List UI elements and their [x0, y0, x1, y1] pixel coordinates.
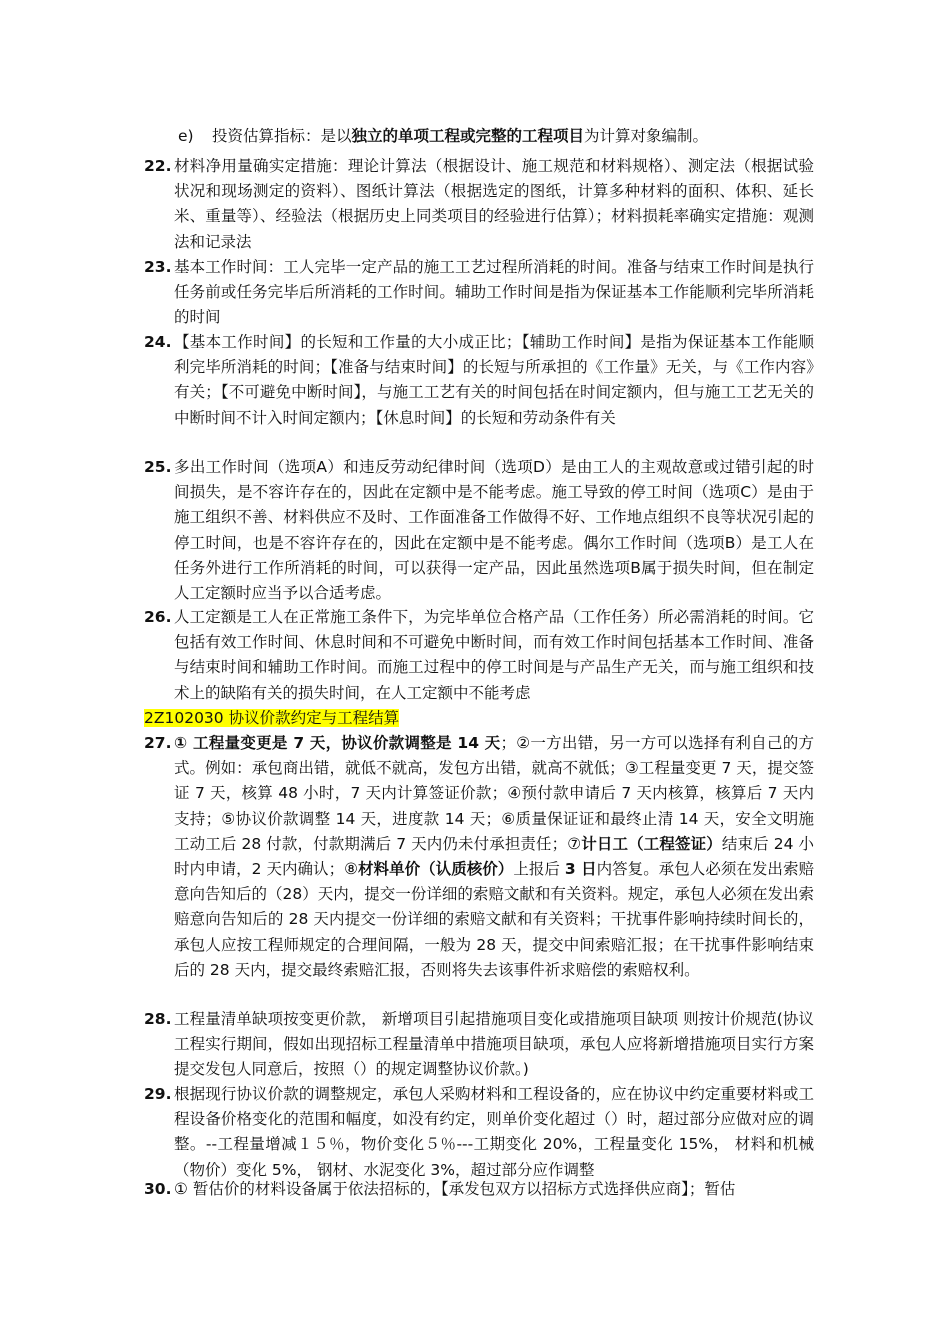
item-text: 材料净用量确实定措施：理论计算法（根据设计、施工规范和材料规格）、测定法（根据试验状况和现场测定的资料）、图纸计算法（根据选定的图纸，计算多种材料的面积、体积、延长米、重量等）、经验法（根据历史上同类项目的经验进行估算）；材料损耗率确实定措施：观测法和记录法 [174, 157, 814, 251]
list-item-24 [144, 330, 814, 431]
item-text: 工程量清单缺项按变更价款， 新增项目引起措施项目变化或措施项目缺项 则按计价规范(协议工程实行期间，假如出现招标工程量清单中措施项目缺项，承包人应将新增措施项目实行方案提交发包人同意后，按照（）的规定调整协议价款。) [174, 1010, 814, 1079]
item-number: 24. [144, 333, 172, 351]
list-item-22 [144, 154, 814, 255]
list-item-27 [144, 731, 814, 983]
sub-item-text-2: 为计算对象编制。 [584, 127, 709, 145]
item-text [174, 731, 814, 983]
item-number: 26. [144, 608, 172, 626]
item-number: 29. [144, 1085, 172, 1103]
list-item-26 [144, 605, 814, 706]
item-text: 多出工作时间（选项A）和违反劳动纪律时间（选项D）是由工人的主观故意或过错引起的时间损失，是不容许存在的，因此在定额中是不能考虑。施工导致的停工时间（选项C）是由于施工组织不善、材料供应不及时、工作面准备工作做得不好、工作地点组织不良等状况引起的停工时间，也是不容许存在的，因此在定额中是不能考虑。偶尔工作时间（选项B）是工人在任务外进行工作所消耗的时间，可以获得一定产品，因此虽然选项B属于损失时间，但在制定人工定额时应当予以合适考虑。 [174, 458, 814, 603]
item-number: 28. [144, 1010, 172, 1028]
sub-item-bold-text: 独立的单项工程或完整的工程项目 [351, 127, 585, 145]
item-text-part: ；②一方出错，另一方可以选择有利自己的方式。例如：承包商出错，就低不就高，发包方出错，就高不就低；③工程量变更 7 天，提交签证 7 天，核算 48 小时，7 天内计算签证价款；④预付款申请后 7 天内核算，核算后 7 天内支持；⑤协议价款调整 14 天，进度款 14 天；⑥质量保证证和最终止清 14 天，安全文明施工动工后 28 付款，付款期满后 7 天内仍未付承担责任；⑦ [174, 734, 814, 853]
list-item-25 [144, 455, 814, 606]
section-heading-text: 2Z102030 协议价款约定与工程结算 [144, 709, 400, 727]
item-text: ① 暂估价的材料设备属于依法招标的，【承发包双方以招标方式选择供应商】；暂估 [174, 1180, 736, 1198]
item-text-part: 上报后 [513, 860, 565, 879]
item-text: 根据现行协议价款的调整规定，承包人采购材料和工程设备的，应在协议中约定重要材料或工程设备价格变化的范围和幅度，如没有约定，则单价变化超过（）时，超过部分应做对应的调整。--工程量增减１５％，物价变化５％---工期变化 20%，工程量变化 15%， 材料和机械（物价）变化 5%， 钢材、水泥变化 3%，超过部分应作调整 [174, 1085, 814, 1179]
item-number: 30. [144, 1180, 172, 1198]
list-item-28 [144, 1007, 814, 1083]
list-item-29 [144, 1082, 814, 1183]
section-heading [144, 706, 399, 731]
item-bold-text: 3 日 [564, 860, 597, 879]
item-bold-text: 材料单价（认质核价） [358, 860, 514, 879]
list-item-23 [144, 255, 814, 331]
item-number: 27. [144, 734, 172, 752]
item-text-part: 结束后 24 小时内申请，2 天内确认；⑧ [174, 834, 814, 879]
sub-item-e [178, 124, 708, 149]
item-bold-text: 计日工（工程签证） [581, 834, 722, 853]
list-item-30 [144, 1177, 814, 1202]
item-text-part: 内答复。承包人必须在发出索赔意向告知后的（28）天内，提交一份详细的索赔文献和有关资料。规定，承包人必须在发出索赔意向告知后的 28 天内提交一份详细的索赔文献和有关资料；干扰事件影响持续时间长的，承包人应按工程师规定的合理间隔，一般为 28 天，提交中间索赔汇报；在干扰事件影响结束后的 28 天内，提交最终索赔汇报，否则将失去该事件祈求赔偿的索赔权利。 [174, 860, 814, 979]
item-number: 25. [144, 458, 172, 476]
item-number: 23. [144, 258, 172, 276]
item-text: 【基本工作时间】的长短和工作量的大小成正比；【辅助工作时间】是指为保证基本工作能顺利完毕所消耗的时间；【准备与结束时间】的长短与所承担的《工作量》无关，与《工作内容》有关；【不可避免中断时间】，与施工工艺有关的时间包括在时间定额内，但与施工工艺无关的中断时间不计入时间定额内；【休息时间】的长短和劳动条件有关 [174, 333, 814, 427]
item-text: 基本工作时间：工人完毕一定产品的施工工艺过程所消耗的时间。准备与结束工作时间是执行任务前或任务完毕后所消耗的工作时间。辅助工作时间是指为保证基本工作能顺利完毕所消耗的时间 [174, 258, 814, 327]
sub-item-text-1: 投资估算指标：是以 [212, 127, 352, 145]
sub-item-marker: e) [178, 127, 194, 145]
item-bold-text: ① 工程量变更是 7 天，协议价款调整是 14 天 [174, 734, 501, 752]
item-number: 22. [144, 157, 172, 175]
item-text: 人工定额是工人在正常施工条件下，为完毕单位合格产品（工作任务）所必需消耗的时间。它包括有效工作时间、休息时间和不可避免中断时间，而有效工作时间包括基本工作时间、准备与结束时间和辅助工作时间。而施工过程中的停工时间是与产品生产无关，而与施工组织和技术上的缺陷有关的损失时间，在人工定额中不能考虑 [174, 608, 814, 702]
